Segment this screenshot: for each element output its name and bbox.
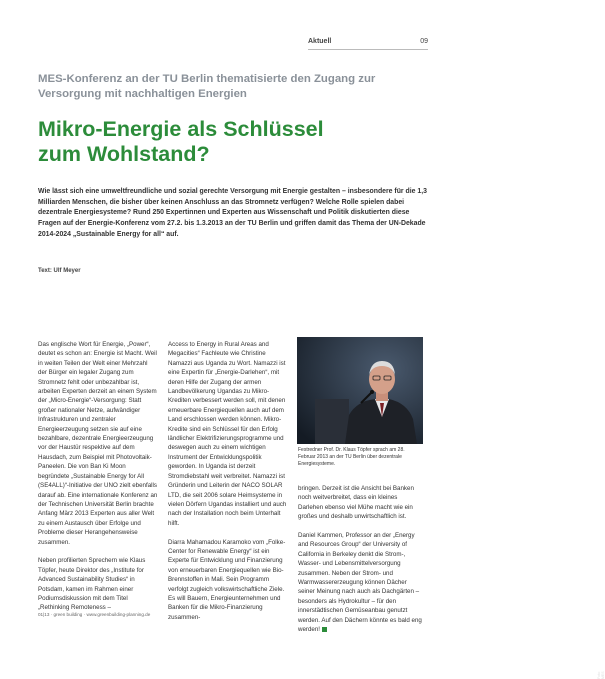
headline-line-2: zum Wohlstand? (38, 142, 210, 166)
body-paragraph: Diarra Mahamadou Karamoko vom „Folke-Center for Renewable Energy“ ist ein Experte für Entwicklung und Finanzierung von erneuerbaren Energiequellen wie Bio-Brennstoffen in Mali. Sein Programm verfolgt zugleich volkswirtschaftliche Ziele. Es will Bauern, Energieunternehmen und Banken für die Mikro-Finanzierung zusammen- (168, 538, 286, 621)
photo-credit: Foto: MES (597, 671, 605, 679)
page-number: 09 (420, 38, 428, 45)
author-credit: Text: Ulf Meyer (38, 268, 81, 274)
header-rule (308, 49, 428, 50)
page-footer: 01|13 · green building · www.greenbuilding-planning.de (38, 612, 151, 617)
body-column-2 (168, 340, 290, 632)
body-paragraph-last (298, 531, 422, 634)
headline-line-1: Mikro-Energie als Schlüssel (38, 117, 324, 141)
end-mark (322, 627, 327, 632)
photo-caption: Festredner Prof. Dr. Klaus Töpfer sprach am 28. Februar 2013 an der TU Berlin über dezentrale Energiesysteme. (298, 447, 405, 468)
body-paragraph: Access to Energy in Rural Areas and Megacities“ Fachleute wie Christine Namazzi aus Uganda zu Wort. Namazzi ist eine Expertin für „Energie-Darlehen“, mit deren Hilfe der Zugang der armen Landbevölkerung Ugandas zu Mikro-Krediten verbessert werden soll, mit denen erneuerbare Energiequellen auch auf dem Land erschlossen werden können. Mikro-Kredite sind ein Schlüssel für den Erfolg ländlicher Elektrifizierungsprogramme und deswegen auch zu einem wichtigen Instrument der Entwicklungspolitik geworden. In Uganda ist derzeit Stromdiebstahl weit verbreitet. Namazzi ist Gründerin und Leiterin der NACO SOLAR LTD, die seit 2006 solare Heimsysteme in vielen Dörfern Ugandas installiert und auch nach der Installation noch beim Unterhalt hilft. (168, 341, 287, 527)
body-paragraph: Das englische Wort für Energie, „Power“, deutet es schon an: Energie ist Macht. Weil in weiten Teilen der Welt einer Mehrzahl der Bürger ein legaler Zugang zum Stromnetz fehlt oder unbezahlbar ist, arbeiten Experten derzeit an einem System der „Micro-Energie“-Versorgung: Statt großer nationaler Netze, aufwändiger Infrastrukturen und zentraler Energieerzeugung setzen sie auf eine bezahlbare, dezentrale Energieerzeugung vor der Haustür respektive auf dem Hausdach, zum Beispiel mit Photovoltaik-Paneelen. Die von Ban Ki Moon begründete „Sustainable Energy for All (SE4ALL)“-Initiative der UNO zielt ebenfalls darauf ab. Eine internationale Konferenz an der Technischen Universität Berlin brachte Anfang März 2013 Experten aus aller Welt zu einem Austausch über Erfolge und Probleme dieser Herangehensweise zusammen. (38, 341, 158, 546)
body-paragraph-text: Daniel Kammen, Professor an der „Energy and Resources Group“ der University of California in Berkeley denkt die Strom-, Wasser- und Lebensmittelversorgung zusammen. Neben der Strom- und Warmwassererzeugung können Dächer seiner Meinung nach auch als Dachgärten – besonders als Hydrokultur – für den innerstädtischen Gemüseanbau genutzt werden. Auf den Dächern könnte es bald eng werden! (298, 532, 422, 634)
body-column-1 (38, 340, 158, 622)
body-column-3 (298, 484, 422, 644)
section-label: Aktuell (308, 38, 332, 45)
body-paragraph: bringen. Derzeit ist die Ansicht bei Banken noch weitverbreitet, dass ein kleines Darlehen ebenso viel Mühe macht wie ein großes und deshalb unwirtschaftlich ist. (298, 485, 414, 521)
headline (38, 117, 438, 167)
running-header (308, 38, 428, 52)
kicker: MES-Konferenz an der TU Berlin thematisierte den Zugang zur Versorgung mit nachhaltigen Energien (38, 73, 376, 100)
speaker-photo-image (297, 337, 423, 444)
lead-paragraph: Wie lässt sich eine umweltfreundliche und sozial gerechte Versorgung mit Energie gestalten – insbesondere für die 1,3 Milliarden Menschen, die bisher über keinen Anschluss an das Stromnetz verfügen? Welche Rolle spielen dabei dezentrale Energiesysteme? Rund 250 Expertinnen und Experten aus Wissenschaft und Politik diskutierten diese Fragen auf der Energie-Konferenz vom 27.2. bis 1.3.2013 an der TU Berlin und griffen damit das Thema der UN-Dekade 2014-2024 „Sustainable Energy for all“ auf. (38, 188, 427, 238)
body-paragraph: Neben profilierten Sprechern wie Klaus Töpfer, heute Direktor des „Institute for Advanced Sustainability Studies“ in Potsdam, kamen im Rahmen einer Podiumsdiskussion mit dem Titel „Rethinking Remoteness – (38, 557, 146, 612)
